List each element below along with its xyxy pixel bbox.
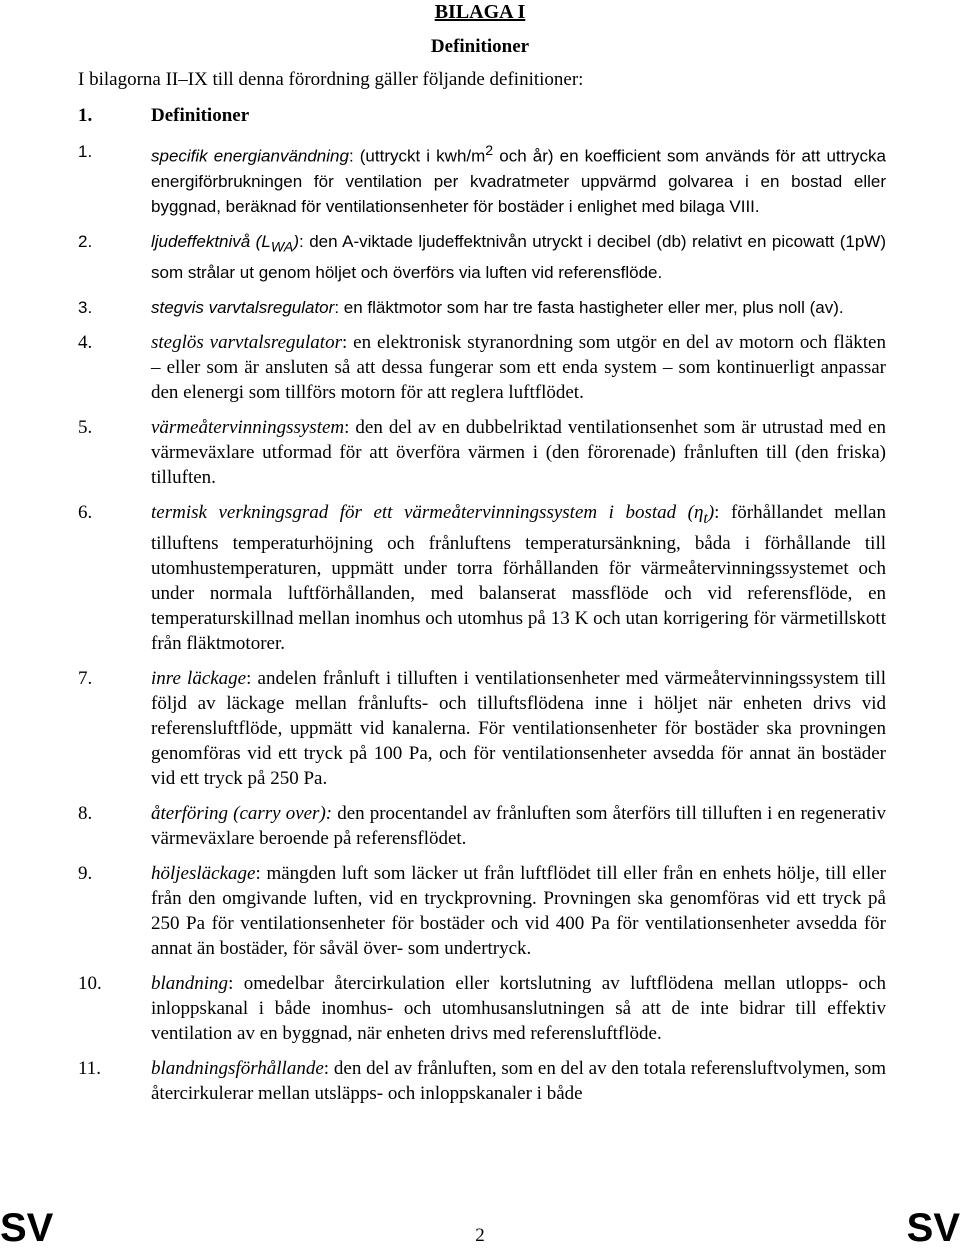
- page-number: 2: [475, 1225, 485, 1246]
- definition-term: blandningsförhållande: [151, 1057, 324, 1079]
- section-title: Definitioner: [151, 105, 250, 126]
- definition-item: [78, 861, 886, 961]
- definition-text: stegvis varvtalsregulator: en fläktmotor som har tre fasta hastigheter eller mer, plus noll (av).: [151, 298, 844, 318]
- definition-number: 5.: [78, 417, 93, 439]
- section-number: 1.: [78, 105, 93, 126]
- definition-item: [78, 330, 886, 405]
- definition-text: höljesläckage: mängden luft som läcker ut från luftflödet till eller från en enhets hölje, till eller från den omgivande luften, vid en tryckprovning. Provningen ska genomföras vid ett tryck på 250 Pa för ventilationsenheter för bostäder och vid 400 Pa för ventilationsenheter avsedda för annat än bostäder, för såväl över- som undertryck.: [151, 862, 886, 959]
- definition-text: inre läckage: andelen frånluft i tilluften i ventilationsenheter med värmeåtervinningssystem till följd av läckage mellan frånlufts- och tilluftsflödena inne i höljet när enheten drivs vid referensluftflöde, uppmätt vid kanalerna. För ventilationsenheter för bostäder ska provningen genomföras vid ett tryck på 100 Pa, och för ventilationsenheter avsedda för annat än bostäder vid ett tryck på 250 Pa.: [151, 667, 886, 789]
- language-tag-right: SV: [906, 1206, 960, 1250]
- definition-text: specifik energianvändning: (uttryckt i kwh/$m^2$ och år) en koefficient som används för att uttrycka energiförbrukningen för ventilation per kvadratmeter uppvärmd golvarea i en bostad eller byggnad, beräknad för ventilationsenheter för bostäder i enlighet med bilaga VIII.: [151, 143, 886, 216]
- definition-text: termisk verkningsgrad för ett värmeåtervinningssystem i bostad $(\eta_t)$: förhållandet mellan tilluftens temperaturhöjning och frånluftens temperatursänkning, båda i förhållande till utomhustemperaturen, uppmätt under torra förhållanden för värmeåtervinningssystemet och under normala luftförhållanden, med balanserat massflöde och vid referensflöde, en temperaturskillnad mellan inomhus och utomhus på 13 K och utan korrigering för värmetillskott från fläktmotorer.: [151, 502, 886, 654]
- definition-term: stegvis varvtalsregulator: [151, 298, 335, 318]
- definition-term: återföring (carry over):: [151, 802, 333, 824]
- definition-item: [78, 500, 886, 656]
- definition-number: 4.: [78, 332, 93, 354]
- definition-item: [78, 666, 886, 791]
- definition-number: 1.: [78, 142, 93, 161]
- definition-number: 11.: [78, 1057, 102, 1079]
- definition-text: återföring (carry over): den procentandel av frånluften som återförs till tilluften i en regenerativ värmeväxlare beroende på referensflödet.: [151, 802, 886, 849]
- definition-term: höljesläckage: [151, 862, 256, 884]
- definition-item: [78, 1056, 886, 1106]
- definition-number: 10.: [78, 972, 102, 994]
- definition-item: [78, 415, 886, 490]
- definition-term: steglös varvtalsregulator: [151, 332, 342, 354]
- definition-number: 3.: [78, 298, 93, 318]
- definition-term: ljudeffektnivå $(L_{WA})$: [151, 231, 300, 256]
- definition-term: inre läckage: [151, 667, 247, 689]
- definition-number: 2.: [78, 231, 93, 251]
- definition-item: [78, 139, 886, 219]
- definition-number: 8.: [78, 802, 93, 824]
- definition-text: blandningsförhållande: den del av frånluften, som en del av den totala referensluftvolymen, som återcirkulerar mellan utsläpps- och inloppskanaler i både: [151, 1057, 886, 1104]
- definition-text: steglös varvtalsregulator: en elektronisk styranordning som utgör en del av motorn och fläkten – eller som är ansluten så att dessa fungerar som ett enda system – som kontinuerligt anpassar den elenergi som tillförs motorn för att reglera luftflödet.: [151, 332, 886, 404]
- language-tag-left: SV: [0, 1206, 54, 1250]
- intro-text: I bilagorna II–IX till denna förordning gäller följande definitioner:: [78, 69, 584, 90]
- definition-number: 9.: [78, 862, 93, 884]
- definitions-list: [78, 139, 886, 1116]
- definition-text: ljudeffektnivå $(L_{WA})$: den A-viktade ljudeffektnivån utryckt i decibel (db) relativt en picowatt (1pW) som strålar ut genom höljet och överförs via luften vid referensflöde.: [151, 231, 887, 283]
- definition-text: värmeåtervinningssystem: den del av en dubbelriktad ventilationsenhet som är utrustad med en värmeväxlare utformad för att överföra värmen i (den förorenade) frånluften till (den friska) tilluften.: [151, 417, 886, 489]
- definition-number: 6.: [78, 502, 93, 524]
- definition-term: blandning: [151, 972, 229, 994]
- definition-number: 7.: [78, 667, 93, 689]
- definition-item: [78, 801, 886, 851]
- annex-subtitle: Definitioner: [430, 36, 530, 57]
- definition-term: termisk verkningsgrad för ett värmeåtervinningssystem i bostad $(\eta_t)$: [151, 502, 715, 527]
- definition-item: [78, 229, 886, 285]
- section-heading: [78, 104, 250, 128]
- definition-item: [78, 295, 886, 320]
- definition-item: [78, 971, 886, 1046]
- definition-text: blandning: omedelbar återcirkulation eller kortslutning av luftflödena mellan utlopps- och inloppskanal i både inomhus- och utomhusanslutningen så att de inte bidrar till effektiv ventilation av en byggnad, när enheten drivs med referensluftflöde.: [151, 972, 886, 1044]
- annex-title: BILAGA I: [434, 1, 526, 23]
- definition-term: specifik energianvändning: [151, 146, 349, 166]
- definition-term: värmeåtervinningssystem: [151, 417, 345, 439]
